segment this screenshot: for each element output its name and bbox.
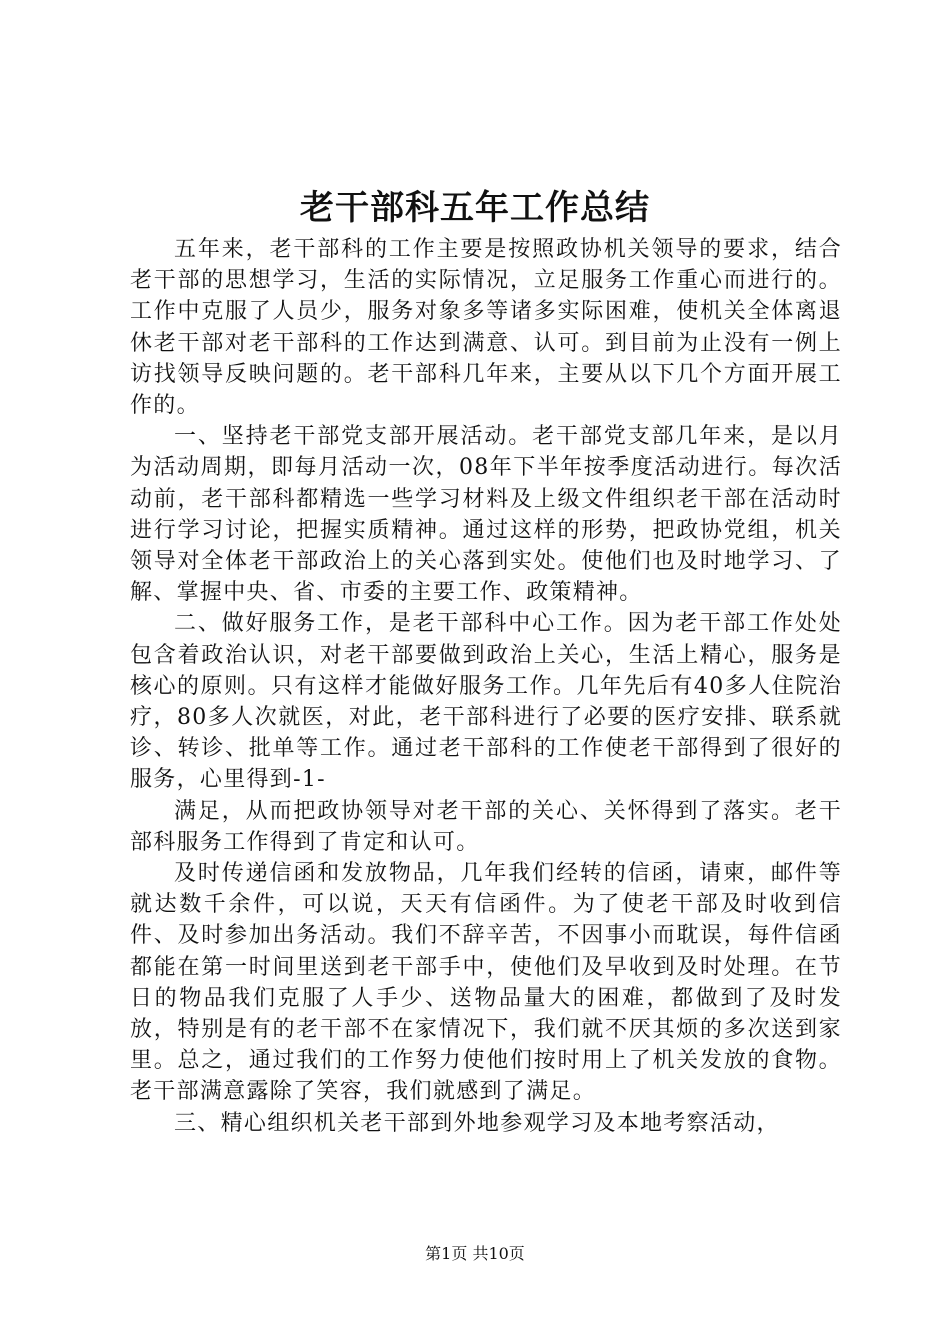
page-footer: 第1页 共10页 [425,1244,525,1263]
paragraph-intro: 五年来，老干部科的工作主要是按照政协机关领导的要求，结合老干部的思想学习，生活的实际情况，立足服务工作重心而进行的。工作中克服了人员少，服务对象多等诸多实际困难，使机关全体离退休老干部对老干部科的工作达到满意、认可。到目前为止没有一例上访找领导反映问题的。老干部科几年来，主要从以下几个方面开展工作的。 [130,237,842,419]
paragraph-continuation: 满足，从而把政协领导对老干部的关心、关怀得到了落实。老干部科服务工作得到了肯定和认可。 [130,798,842,855]
document-body [130,234,842,1139]
paragraph-mail-delivery: 及时传递信函和发放物品，几年我们经转的信函，请柬，邮件等就达数千余件，可以说，天天有信函件。为了使老干部及时收到信件、及时参加出务活动。我们不辞辛苦，不因事小而耽误，每件信函都能在第一时间里送到老干部手中，使他们及早收到及时处理。在节日的物品我们克服了人手少、送物品量大的困难，都做到了及时发放，特别是有的老干部不在家情况下，我们就不厌其烦的多次送到家里。总之，通过我们的工作努力使他们按时用上了机关发放的食物。老干部满意露除了笑容，我们就感到了满足。 [130,861,842,1105]
document-title: 老干部科五年工作总结 [300,188,650,228]
paragraph-section-1: 一、坚持老干部党支部开展活动。老干部党支部几年来，是以月为活动周期，即每月活动一次，08年下半年按季度活动进行。每次活动前，老干部科都精选一些学习材料及上级文件组织老干部在活动时进行学习讨论，把握实质精神。通过这样的形势，把政协党组，机关领导对全体老干部政治上的关心落到实处。使他们也及时地学习、了解、掌握中央、省、市委的主要工作、政策精神。 [130,424,842,606]
paragraph-section-2: 二、做好服务工作，是老干部科中心工作。因为老干部工作处处包含着政治认识，对老干部要做到政治上关心，生活上精心，服务是核心的原则。只有这样才能做好服务工作。几年先后有40多人住院治疗，80多人次就医，对此，老干部科进行了必要的医疗安排、联系就诊、转诊、批单等工作。通过老干部科的工作使老干部得到了很好的服务，心里得到-1- [130,611,842,793]
paragraph-section-3: 三、精心组织机关老干部到外地参观学习及本地考察活动， [174,1110,780,1136]
